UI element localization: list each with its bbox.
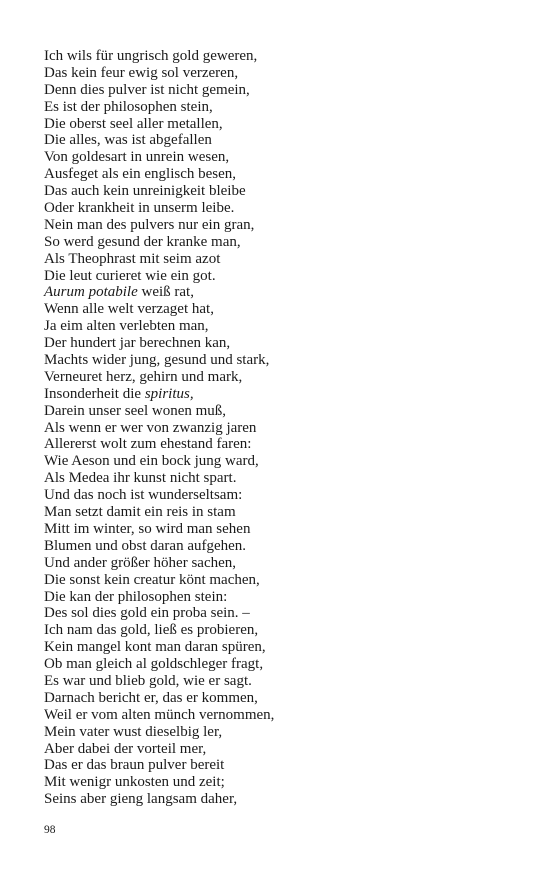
verse-line: Allererst wolt zum ehestand faren: (44, 436, 252, 453)
verse-line: Ob man gleich al goldschleger fragt, (44, 656, 264, 673)
verse-line: Aber dabei der vorteil mer, (44, 740, 207, 757)
verse-line: Oder krankheit in unserm leibe. (44, 200, 235, 217)
verse-line: Kein mangel kont man daran spüren, (44, 639, 266, 656)
verse-line: Ich nam das gold, ließ es probieren, (44, 622, 259, 639)
verse-line: Mein vater wust dieselbig ler, (44, 723, 223, 740)
verse-line: Weil er vom alten münch vernommen, (44, 706, 275, 723)
verse-line: Denn dies pulver ist nicht gemein, (44, 81, 250, 98)
verse-line: So werd gesund der kranke man, (44, 233, 241, 250)
verse-line: Das auch kein unreinigkeit bleibe (44, 183, 246, 200)
verse-line: Darnach bericht er, das er kommen, (44, 689, 258, 706)
verse-line: Das kein feur ewig sol verzeren, (44, 64, 239, 81)
verse-line: Ausfeget als ein englisch besen, (44, 166, 237, 183)
verse-line: Mitt im winter, so wird man sehen (44, 520, 251, 537)
verse-line: Die alles, was ist abgefallen (44, 132, 212, 149)
verse-line-latin (44, 284, 524, 301)
verse-line: Machts wider jung, gesund und stark, (44, 352, 270, 369)
verse-line: Als wenn er wer von zwanzig jaren (44, 419, 257, 436)
verse-line: Ja eim alten verlebten man, (44, 318, 209, 335)
verse-line: Und das noch ist wunderseltsam: (44, 487, 243, 504)
verse-line: Mit wenigr unkosten und zeit; (44, 774, 225, 791)
verse-line-latin (44, 386, 524, 403)
verse-line: Das er das braun pulver bereit (44, 757, 225, 774)
verse-line: Als Medea ihr kunst nicht spart. (44, 470, 237, 487)
verse-line: Der hundert jar berechnen kan, (44, 335, 231, 352)
italic-latin-phrase: Aurum potabile (44, 284, 138, 301)
verse-line: Ich wils für ungrisch gold geweren, (44, 48, 258, 64)
verse-line: Als Theophrast mit seim azot (44, 250, 221, 267)
italic-latin-word: spiritus, (144, 385, 194, 402)
verse-line-rest: weiß rat, (137, 284, 194, 301)
verse-line: Die kan der philosophen stein: (44, 588, 228, 605)
verse-line: Die oberst seel aller metallen, (44, 115, 223, 132)
verse-line: Die sonst kein creatur könt machen, (44, 571, 260, 588)
verse-line-start: Insonderheit die (44, 385, 145, 402)
verse-line: Wenn alle welt verzaget hat, (44, 301, 214, 318)
verse-line: Verneuret herz, gehirn und mark, (44, 368, 243, 385)
verse-line: Und ander größer höher sachen, (44, 554, 237, 571)
verse-line: Von goldesart in unrein wesen, (44, 149, 230, 166)
verse-line: Seins aber gieng langsam daher, (44, 791, 238, 808)
verse-line: Nein man des pulvers nur ein gran, (44, 216, 255, 233)
verse-line: Darein unser seel wonen muß, (44, 402, 227, 419)
verse-line: Die leut curieret wie ein got. (44, 267, 216, 284)
verse-line: Wie Aeson und ein bock jung ward, (44, 453, 259, 470)
page-number: 98 (44, 824, 56, 836)
verse-line: Des sol dies gold ein proba sein. – (44, 605, 250, 622)
verse-line: Man setzt damit ein reis in stam (44, 504, 236, 521)
verse-line: Blumen und obst daran aufgehen. (44, 537, 247, 554)
verse-line: Es war und blieb gold, wie er sagt. (44, 672, 252, 689)
verse-line: Es ist der philosophen stein, (44, 98, 213, 115)
poem-text (44, 48, 524, 808)
